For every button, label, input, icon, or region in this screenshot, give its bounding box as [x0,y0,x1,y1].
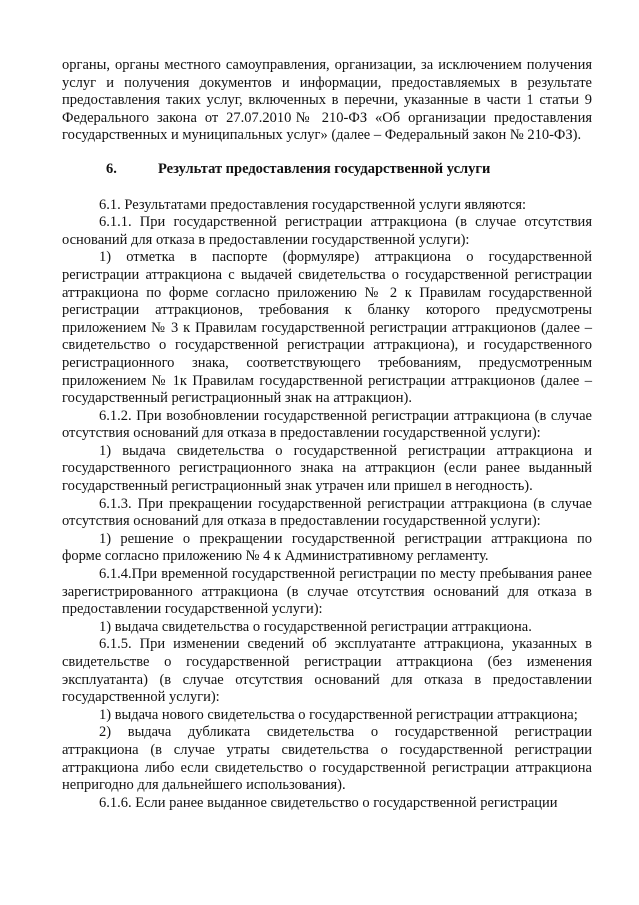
paragraph-6-1-5: 6.1.5. При изменении сведений об эксплуатанте аттракциона, указанных в свидетельстве о государственной регистрации аттракциона (без изменения эксплуатанта) (в случае отсутствия оснований для отказа в предоставлении государственной услуги): [62,636,592,706]
paragraph-6-1-2-item-1: 1) выдача свидетельства о государственной регистрации аттракциона и государственного регистрационного знака на аттракцион (если ранее выданный государственный регистрационный знак утрачен или пришел в негодность). [62,442,592,495]
paragraph-6-1-5-item-2: 2) выдача дубликата свидетельства о государственной регистрации аттракциона (в случае утраты свидетельства о государственной регистрации аттракциона либо если свидетельство о государственной регистрации аттракциона непригодно для дальнейшего использования). [62,724,592,794]
paragraph-6-1-4: 6.1.4.При временной государственной регистрации по месту пребывания ранее зарегистрированного аттракциона (в случае отсутствия оснований для отказа в предоставлении государственной услуги): [62,566,592,618]
paragraph-6-1-5-item-1: 1) выдача нового свидетельства о государственной регистрации аттракциона; [99,706,578,723]
paragraph-6-1-6: 6.1.6. Если ранее выданное свидетельство о государственной регистрации [99,794,558,811]
document-page [62,57,592,812]
section-number: 6. [106,160,117,177]
section-title: Результат предоставления государственной услуги [158,160,491,177]
paragraph-6-1: 6.1. Результатами предоставления государственной услуги являются: [99,196,527,213]
paragraph-6-1-2: 6.1.2. При возобновлении государственной регистрации аттракциона (в случае отсутствия оснований для отказа в предоставлении государственной услуги): [62,407,592,442]
paragraph-6-1-4-item-1: 1) выдача свидетельства о государственной регистрации аттракциона. [99,618,532,635]
section-heading [62,161,592,179]
intro-paragraph: органы, органы местного самоуправления, организации, за исключением получения услуг и получения документов и информации, предоставляемых в результате предоставления таких услуг, включенных в перечни, указанные в части 1 статьи 9 Федерального закона от 27.07.2010№ 210-ФЗ «Об организации предоставления государственных и муниципальных услуг» (далее – Федеральный закон № 210-ФЗ). [62,57,592,144]
paragraph-6-1-1: 6.1.1. При государственной регистрации аттракциона (в случае отсутствия оснований для отказа в предоставлении государственной услуги): [62,214,592,248]
paragraph-6-1-1-item-1: 1) отметка в паспорте (формуляре) аттракциона о государственной регистрации аттракциона с выдачей свидетельства о государственной регистрации аттракциона по форме согласно приложению № 2 к Правилам государственной регистрации аттракционов, требования к бланку которого предусмотрены приложением № 3 к Правилам государственной регистрации аттракционов (далее – свидетельство о государственной регистрации аттракциона), и государственного регистрационного знака, соответствующего требованиям, предусмотренным приложением № 1к Правилам государственной регистрации аттракционов (далее – государственный регистрационный знак на аттракцион). [62,249,592,407]
paragraph-6-1-3-item-1: 1) решение о прекращении государственной регистрации аттракциона по форме согласно приложению № 4 к Административному регламенту. [62,530,592,565]
paragraph-6-1-3: 6.1.3. При прекращении государственной регистрации аттракциона (в случае отсутствия оснований для отказа в предоставлении государственной услуги): [62,495,592,530]
